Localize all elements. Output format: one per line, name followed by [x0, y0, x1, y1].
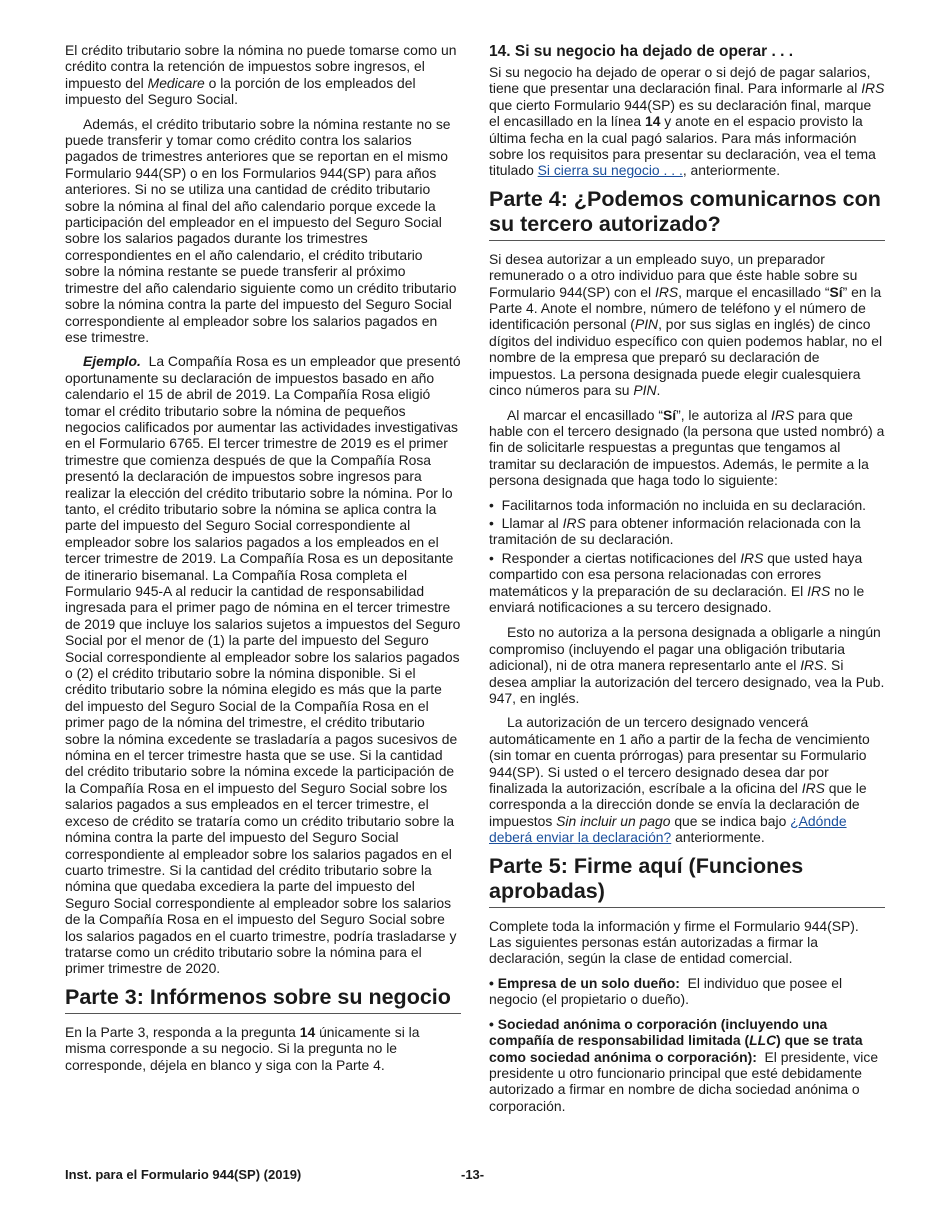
entity-sole-proprietor: • Empresa de un solo dueño: El individuo que posee el negocio (el propietario o dueño).: [489, 974, 843, 1008]
part5-paragraph: Complete toda la información y firme el Formulario 944(SP). Las siguientes personas están autorizadas a firmar la declaración, según la clase de entidad comercial.: [489, 917, 859, 967]
list-item: • Llamar al IRS para obtener información relacionada con la tramitación de su declaración.: [489, 514, 861, 548]
list-item: • Facilitarnos toda información no incluida en su declaración.: [489, 496, 867, 513]
footer-title: Inst. para el Formulario 944(SP) (2019): [65, 1167, 302, 1182]
example-label: Ejemplo.: [83, 353, 141, 370]
part3-heading: Parte 3: Infórmenos sobre su negocio: [65, 985, 461, 1014]
question-14-paragraph: Si su negocio ha dejado de operar o si dejó de pagar salarios, tiene que presentar una declaración final. Para informarle al IRS que cierto Formulario 944(SP) es su declaración final, marque el encasillado en la línea 14 y anote en el espacio provisto la última fecha en la cual pagó salarios. Para más información sobre los requisitos para presentar su declaración, vea el tema titulado Si cierra su negocio . . ., anteriormente.: [489, 64, 885, 179]
list-item: • Responder a ciertas notificaciones del IRS que usted haya compartido con esa persona relacionadas con errores matemáticos y la preparación de su declaración. El IRS no le enviará notificaciones a su tercero designado.: [489, 549, 865, 615]
page-number: -13-: [461, 1167, 485, 1182]
payroll-credit-limit-paragraph: El crédito tributario sobre la nómina no puede tomarse como un crédito contra la retención de impuestos sobre ingresos, el impuesto del Medicare o la porción de los empleados del impuesto del Seguro Social.: [65, 42, 457, 108]
entity-corporation: • Sociedad anónima o corporación (incluyendo una compañía de responsabilidad limitada (LLC) que se trata como sociedad anónima o corporación): El presidente, vice presidente u otro funcionario principal que esté debidamente autorizado a firmar en nombre de dicha sociedad anónima o corporación.: [489, 1015, 879, 1114]
part4-paragraph-1: Si desea autorizar a un empleado suyo, un preparador remunerado o a otro individuo para que éste hable sobre su Formulario 944(SP) con el IRS, marque el encasillado “Sí” en la Parte 4. Anote el nombre, número de teléfono y el número de identificación personal (PIN, por sus siglas en inglés) de cinco dígitos del individuo específico con quien podemos hablar, no el nombre de la empresa que preparó su declaración de impuestos. La persona designada puede elegir cualesquiera cinco números para su PIN.: [489, 250, 883, 399]
part4-paragraph-4: La autorización de un tercero designado vencerá automáticamente en 1 año a partir de la fecha de vencimiento (sin tomar en cuenta prórrogas) para presentar su Formulario 944(SP). Si usted o el tercero designado desea dar por finalizada la autorización, escríbale a la oficina del IRS que le corresponda a la dirección donde se envía la declaración de impuestos Sin incluir un pago que se indica bajo ¿Adónde deberá enviar la declaración? anteriormente.: [489, 714, 870, 846]
part4-paragraph-3: Esto no autoriza a la persona designada a obligarle a ningún compromiso (incluyendo el pagar una obligación tributaria adicional), ni de otra manera representarlo ante el IRS. Si desea ampliar la autorización del tercero designado, vea la Pub. 947, en inglés.: [489, 624, 885, 706]
example-paragraph: Ejemplo. La Compañía Rosa es un empleador que presentó oportunamente su declaración de impuestos basado en año calendario el 15 de abril de 2019. La Compañía Rosa eligió tomar el crédito tributario sobre la nómina de pequeños negocios calificados por aumentar las actividades investigativas en el Formulario 6765. El tercer trimestre de 2019 es el primer trimestre que comienza después de que la Compañía Rosa presentó la declaración de impuestos sobre ingresos para realizar la elección del crédito tributario sobre la nómina. Por lo tanto, el crédito tributario sobre la nómina se aplica contra la parte del impuesto del Seguro Social correspondiente al empleador sobre los salarios pagados a los empleados en el tercer trimestre de 2019. La Compañía Rosa es un depositante de itinerario bisemanal. La Compañía Rosa completa el Formulario 945-A al reducir la cantidad de responsabilidad ingresada para el primer pago de nómina en el tercer trimestre de 2019 que incluye los salarios sujetos a impuestos del Seguro Social por el menor de (1) la parte del impuesto del Seguro Social correspondiente al empleador sobre los salarios pagados o (2) el crédito tributario sobre la nómina disponible. Si el crédito tributario sobre la nómina elegido es más que la parte del impuesto del Seguro Social de la Compañía Rosa en el primer pago de la nómina del trimestre, el crédito tributario sobre la nómina excedente se trasladaría a pagos sucesivos de nómina en el tercer trimestre hasta que se use. Si la cantidad del crédito tributario sobre la nómina excede la participación de la Compañía Rosa en el impuesto del Seguro Social sobre los salarios pagados a sus empleados en el tercer trimestre, el exceso de crédito se trataría como un crédito tributario sobre la nómina contra la parte del impuesto del Seguro Social correspondiente al empleador sobre los salarios pagados en el cuarto trimestre. Si la cantidad del crédito tributario sobre la nómina que quedaba excediera la parte del impuesto del Seguro Social correspondiente al empleador sobre los salarios de la Compañía Rosa en el impuesto del Seguro Social sobre los salarios pagados en el cuarto trimestre, podría trasladarse y tratarse como un crédito tributario sobre la nómina para el primer trimestre de 2020.: [65, 353, 461, 977]
link-adonde-enviar[interactable]: ¿Adónde deberá enviar la declaración?: [489, 812, 847, 846]
link-si-cierra-su-negocio[interactable]: Si cierra su negocio . . .: [537, 162, 683, 179]
bullet-icon: •: [489, 549, 494, 566]
question-14-heading: 14. Si su negocio ha dejado de operar . . .: [489, 43, 794, 60]
left-column: [65, 42, 461, 1081]
part5-heading: Parte 5: Firme aquí (Funciones aprobadas): [489, 854, 885, 908]
credit-carryover-paragraph: Además, el crédito tributario sobre la nómina restante no se puede transferir y tomar como crédito contra los salarios pagados de trimestres anteriores que se reportan en el mismo Formulario 944(SP) o en los Formularios 944(SP) para años anteriores. Si no se utiliza una cantidad de crédito tributario sobre la nómina al final del año calendario porque excede la participación del empleador en el impuesto del Seguro Social sobre los salarios pagados durante los trimestres correspondientes en el año calendario, el crédito tributario sobre la nómina restante se puede transferir al próximo trimestre del año calendario siguiente como un crédito tributario sobre la nómina contra la parte del impuesto del Seguro Social correspondiente al empleador sobre los salarios pagados en ese trimestre.: [65, 115, 457, 345]
bullet-icon: •: [489, 496, 494, 513]
bullet-icon: •: [489, 514, 494, 531]
part4-paragraph-2: Al marcar el encasillado “Sí”, le autoriza al IRS para que hable con el tercero designado (la persona que usted nombró) a fin de solicitarle respuestas a preguntas que tengamos al tramitar su declaración de impuestos. Además, le permite a la persona designada que haga todo lo siguiente:: [489, 406, 885, 489]
part4-heading: Parte 4: ¿Podemos comunicarnos con su tercero autorizado?: [489, 187, 885, 241]
right-column: [489, 42, 885, 1122]
part3-paragraph: En la Parte 3, responda a la pregunta 14 únicamente si la misma corresponde a su negocio. Si la pregunta no le corresponde, déjela en blanco y siga con la Parte 4.: [65, 1023, 420, 1073]
page-footer: [65, 1167, 885, 1187]
